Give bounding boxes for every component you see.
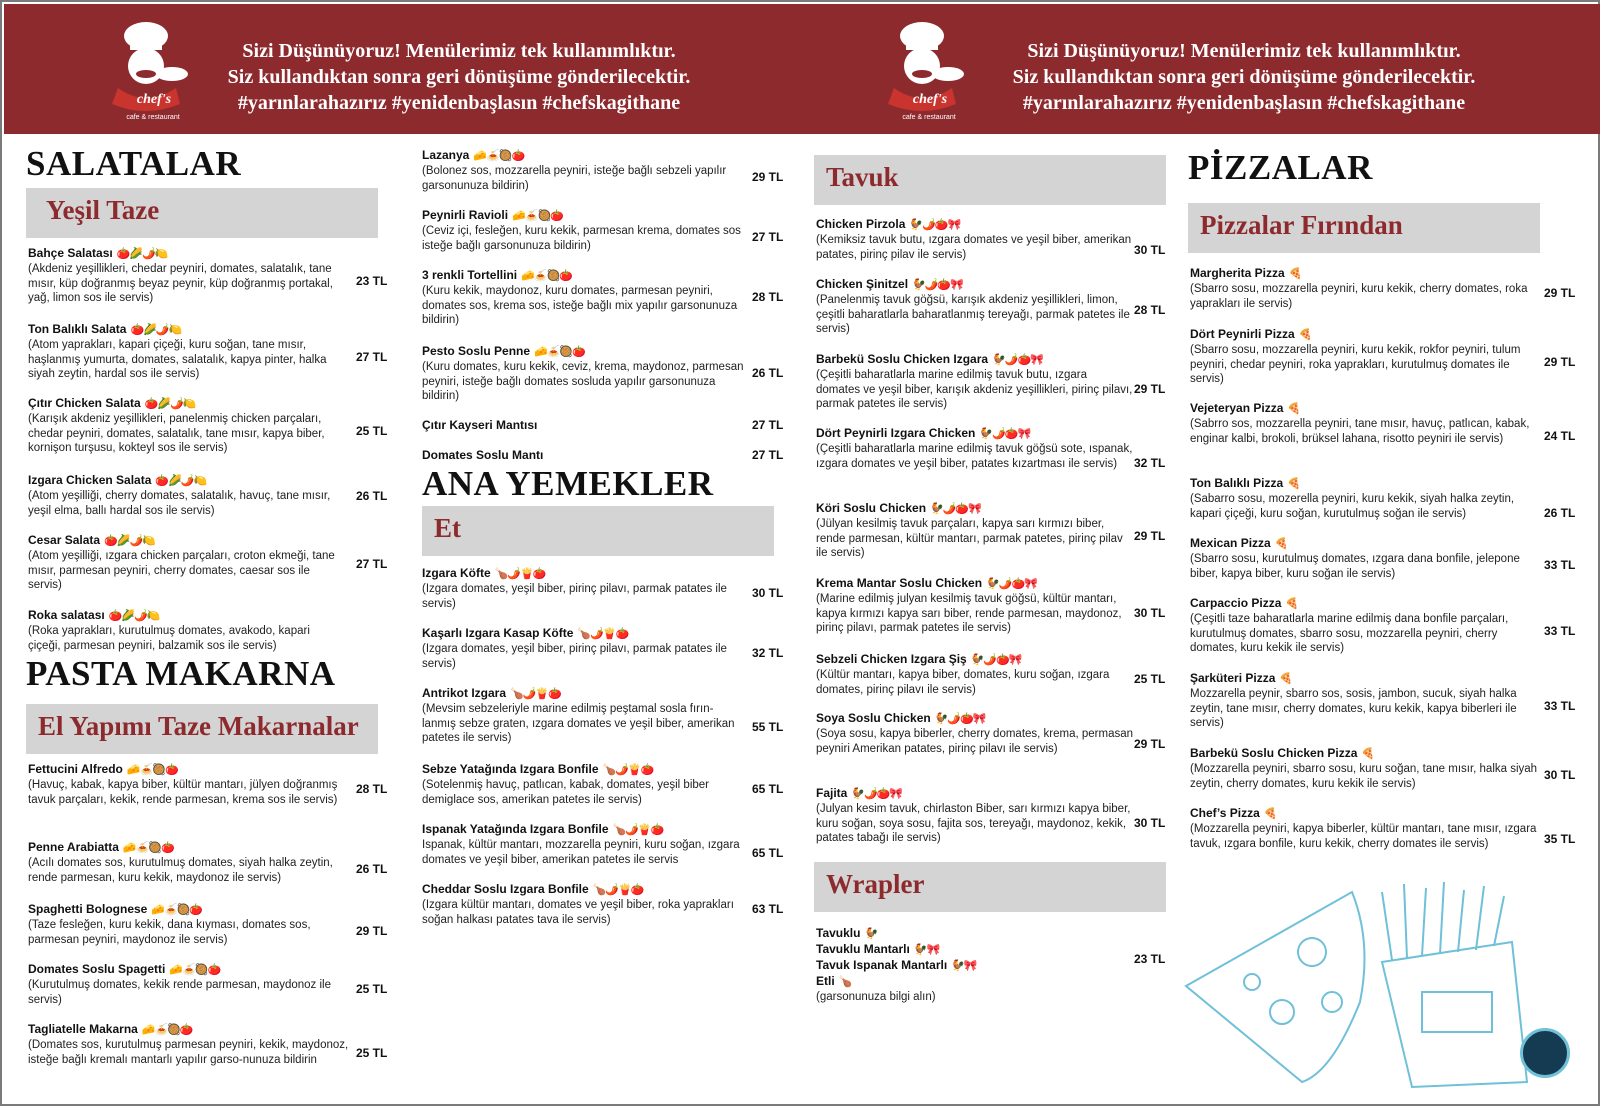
item-name: 3 renkli Tortellini 🧀🍝🥘🍅	[422, 268, 572, 282]
section-title-salatalar: SALATALAR	[26, 144, 242, 183]
item-price: 24 TL	[1544, 429, 1576, 443]
menu-item	[816, 652, 1134, 697]
item-description: (Bolonez sos, mozzarella peyniri, isteğe bağlı sebzeli yapılır garsonunuza bildirin)	[422, 165, 727, 192]
item-price: 33 TL	[1544, 558, 1576, 572]
item-price: 63 TL	[752, 902, 784, 916]
item-name: Pesto Soslu Penne 🧀🍝🥘🍅	[422, 344, 585, 358]
item-price: 23 TL	[356, 274, 388, 288]
menu-item	[422, 208, 746, 253]
item-name: Penne Arabiatta 🧀🍝🥘🍅	[28, 840, 174, 854]
item-description: (Jülyan kesilmiş tavuk parçaları, kapya sarı kırmızı biber, rende parmesan, kültür mantarı, parmak patetes, pirinç pilav ile servis)	[816, 518, 1123, 560]
item-price: 30 TL	[752, 586, 784, 600]
item-name: Domates Soslu Mantı	[422, 448, 544, 462]
ingredient-icons: 🐓🌶️🍅🎀	[992, 354, 1043, 366]
menu-item	[816, 711, 1134, 756]
item-description: (Karışık akdeniz yeşillikleri, panelenmiş chicken parçaları, chedar peyniri, domates, salatalık, tane mısır, kapya biber, kornişon turşusu, kokteyl sos ile servis)	[28, 413, 325, 455]
item-name: Dört Peynirli Izgara Chicken 🐓🌶️🍅🎀	[816, 426, 1031, 440]
item-name: Chef’s Pizza 🍕	[1190, 806, 1277, 820]
item-price: 33 TL	[1544, 699, 1576, 713]
item-description: Mozzarella peynir, sbarro sos, sosis, jambon, sucuk, siyah halka zeytin, tane mısır, cherry domates, kuru kekik, kapya biberleri ile servis)	[1190, 688, 1517, 730]
ingredient-icons: 🍗🌶️🍟🍅	[577, 628, 629, 640]
item-description: (Atom yeşilliği, ızgara chicken parçaları, croton ekmeği, tane mısır, parmesan peyniri, cherry domates, caesar sos ile servis)	[28, 550, 335, 592]
menu-item	[1190, 746, 1538, 791]
item-description: (Julyan kesim tavuk, chirlaston Biber, sarı kırmızı kapya biber, kuru soğan, soya sosu, fajita sos, tereyağı, maydonoz, kekik, patates tabağı ile servis)	[816, 803, 1131, 845]
header-message-right: Sizi Düşünüyoruz! Menülerimiz tek kullanımlıktır. Siz kullandıktan sonra geri dönüşüme gönderilecektir. #yarınlarahazırız #yenidenbaşlasın #chefskagithane	[1012, 40, 1476, 114]
menu-item	[816, 786, 1134, 846]
item-name: Krema Mantar Soslu Chicken 🐓🌶️🍅🎀	[816, 576, 1037, 590]
item-price: 35 TL	[1544, 832, 1576, 846]
item-price: 30 TL	[1134, 243, 1166, 257]
subsection-yesil-taze: Yeşil Taze	[26, 188, 378, 238]
header-message-left: Sizi Düşünüyoruz! Menülerimiz tek kullanımlıktır. Siz kullandıktan sonra geri dönüşüme gönderilecektir. #yarınlarahazırız #yenidenbaşlasın #chefskagithane	[227, 40, 691, 114]
subsection-wrapler: Wrapler	[814, 862, 1166, 912]
wrap-option: Tavuklu Mantarlı 🐓🎀	[816, 942, 940, 956]
menu-item	[1190, 266, 1538, 311]
item-description: (Kültür mantarı, kapya biber, domates, kuru soğan, ızgara domates, pirinç pilavı ile servis)	[816, 669, 1110, 696]
ingredient-icons: 🍕	[1287, 478, 1300, 490]
item-description: (Sbarro sosu, kurutulmuş domates, ızgara dana bonfile, jelepone biber, kapya biber, kuru soğan ile servis)	[1190, 553, 1520, 580]
menu-item	[422, 448, 746, 463]
logo-sub: cafe & restaurant	[902, 114, 956, 121]
menu-item	[816, 426, 1134, 471]
ingredient-icons: 🐓🌶️🍅🎀	[909, 219, 961, 231]
menu-item	[816, 277, 1134, 337]
item-name: Domates Soslu Spagetti 🧀🍝🥘🍅	[28, 962, 221, 976]
ingredient-icons: 🐓🎀	[913, 944, 940, 956]
item-description: (Izgara domates, yeşil biber, pirinç pilavı, parmak patates ile servis)	[422, 583, 727, 610]
item-price: 33 TL	[1544, 624, 1576, 638]
item-description: (Havuç, kabak, kapya biber, kültür mantarı, jülyen doğranmış tavuk parçaları, kekik, rende parmesan, krema sos ile servis)	[28, 779, 338, 806]
ingredient-icons: 🍕	[1263, 808, 1277, 820]
item-name: Ton Balıklı Salata 🍅🌽🌶️🍋	[28, 322, 182, 336]
ingredient-icons: 🐓🌶️🍅🎀	[979, 428, 1031, 440]
item-description: Ispanak, kültür mantarı, mozzarella peyniri, kuru soğan, ızgara domates ve yeşil biber, amerikan patetes ile servis	[422, 839, 740, 866]
subsection-et: Et	[422, 506, 774, 556]
menu-item	[422, 344, 746, 404]
ingredient-icons: 🐓	[864, 928, 878, 940]
item-price: 30 TL	[1544, 768, 1576, 782]
item-price: 29 TL	[752, 170, 784, 184]
wrap-price: 23 TL	[1134, 952, 1166, 966]
item-description: (Panelenmiş tavuk göğsü, karışık akdeniz yeşillikleri, limon, çeşitli baharatlarla baharatlanmış tereyağı, parmak patetes ile servis)	[816, 294, 1130, 336]
menu-item	[816, 576, 1134, 636]
item-description: (Marine edilmiş julyan kesilmiş tavuk göğsü, kültür mantarı, kapya kırmızı kapya sarı biber, rende parmesan, maydonoz, pirinç pilavı, parmak patetes ile servis)	[816, 593, 1122, 635]
wrap-option: Tavuk Ispanak Mantarlı 🐓🎀	[816, 958, 977, 972]
item-description: (Atom yeşilliği, cherry domates, salatalık, havuç, tane mısır, yeşil elma, ballı hardal sos ile servis)	[28, 490, 331, 517]
menu-item	[28, 533, 344, 593]
menu-item	[28, 902, 354, 947]
item-description: (Akdeniz yeşillikleri, chedar peyniri, domates, salatalık, tane mısır, küp doğranmış beyaz peynir, küp doğranmış portakal, yağ, limon sos ile servis)	[28, 263, 333, 305]
item-name: Vejeteryan Pizza 🍕	[1190, 401, 1301, 415]
menu-item	[1190, 536, 1538, 581]
item-name: Izgara Köfte 🍗🌶️🍟🍅	[422, 566, 546, 580]
ingredient-icons: 🍗🌶️🍟🍅	[510, 688, 561, 700]
wrap-item	[816, 926, 1116, 1005]
ingredient-icons: 🍅🌽🌶️🍋	[130, 324, 182, 336]
item-price: 65 TL	[752, 782, 784, 796]
menu-item	[422, 882, 746, 927]
item-description: (Izgara domates, yeşil biber, pirinç pilavı, parmak patates ile servis)	[422, 643, 727, 670]
item-description: (Soya sosu, kapya biberler, cherry domates, krema, permasan peyniri Amerikan patates, pirinç pilavı ile servis)	[816, 728, 1134, 755]
item-description: (Kuru domates, kuru kekik, ceviz, krema, maydonoz, parmesan peyniri, isteğe bağlı domates sosluda yapılır garsonunuza bildirin)	[422, 361, 744, 403]
item-name: Sebze Yatağında Izgara Bonfile 🍗🌶️🍟🍅	[422, 762, 654, 776]
item-name: Cheddar Soslu Izgara Bonfile 🍗🌶️🍟🍅	[422, 882, 644, 896]
item-description: (Ceviz içi, fesleğen, kuru kekik, parmesan krema, domates sos isteğe bağlı garsonunuza bildirin)	[422, 225, 741, 252]
menu-item	[28, 762, 354, 807]
wrap-note: (garsonunuza bilgi alın)	[816, 991, 936, 1003]
item-name: Barbekü Soslu Chicken Pizza 🍕	[1190, 746, 1375, 760]
ingredient-icons: 🍕	[1279, 673, 1293, 685]
ingredient-icons: 🧀🍝🥘🍅	[151, 904, 203, 916]
ingredient-icons: 🐓🌶️🍅🎀	[930, 503, 981, 515]
item-name: Kaşarlı Izgara Kasap Köfte 🍗🌶️🍟🍅	[422, 626, 629, 640]
section-title-pasta: PASTA MAKARNA	[26, 654, 336, 693]
menu-item	[422, 762, 746, 807]
ingredient-icons: 🐓🌶️🍅🎀	[986, 578, 1037, 590]
item-name: Cesar Salata 🍅🌽🌶️🍋	[28, 533, 155, 547]
item-price: 30 TL	[1134, 606, 1166, 620]
item-description: (Domates sos, kurutulmuş parmesan peyniri, kekik, maydonoz, isteğe bağlı kremalı mantarlı yapılır garso-nunuza bildirin	[28, 1039, 349, 1066]
subsection-pizzalar-firindan: Pizzalar Fırından	[1188, 203, 1540, 253]
menu-item	[422, 822, 746, 867]
item-description: (Sotelenmiş havuç, patlıcan, kabak, domates, yeşil biber demiglace sos, amerikan patetes ile servis)	[422, 779, 710, 806]
item-description: (Izgara kültür mantarı, domates ve yeşil biber, roka yaprakları soğan halkası patates tava ile servis)	[422, 899, 734, 926]
item-description: (Sbarro sosu, mozzarella peyniri, kuru kekik, rokfor peyniri, tulum peyniri, chedar peyniri, roka yaprakları, kurutulmuş domates ile servis)	[1190, 344, 1521, 386]
ingredient-icons: 🍕	[1361, 748, 1375, 760]
ingredient-icons: 🍅🌽🌶️🍋	[108, 610, 160, 622]
item-price: 32 TL	[752, 646, 784, 660]
menu-item	[28, 473, 344, 518]
menu-item	[422, 268, 746, 328]
ingredient-icons: 🐓🌶️🍅🎀	[934, 713, 986, 725]
item-description: (Acılı domates sos, kurutulmuş domates, siyah halka zeytin, rende parmesan, kuru kekik, maydonoz ile servis)	[28, 857, 333, 884]
menu-item	[422, 626, 746, 671]
logo-sub: cafe & restaurant	[126, 114, 180, 121]
item-price: 30 TL	[1134, 816, 1166, 830]
ingredient-icons: 🍗🌶️🍟🍅	[592, 884, 644, 896]
item-description: (Roka yaprakları, kurutulmuş domates, avakodo, kapari çiçeği, parmesan peyniri, balzamik sos ile servis)	[28, 625, 310, 652]
ingredient-icons: 🐓🌶️🍅🎀	[970, 654, 1022, 666]
menu-item	[816, 501, 1134, 561]
menu-item	[1190, 806, 1538, 851]
ingredient-icons: 🐓🌶️🍅🎀	[912, 279, 963, 291]
section-title-pizzalar: PİZZALAR	[1188, 148, 1373, 187]
item-description: (Sabarro sosu, mozerella peyniri, kuru kekik, siyah halka zeytin, kapari çiçeği, kuru soğan, kurutulmuş soğan ile servis)	[1190, 493, 1515, 520]
header-band-left	[4, 4, 794, 134]
item-price: 27 TL	[356, 557, 388, 571]
menu-item	[28, 246, 344, 306]
ingredient-icons: 🍅🌽🌶️🍋	[116, 248, 168, 260]
item-price: 28 TL	[752, 290, 784, 304]
menu-item	[28, 396, 344, 456]
item-name: Ton Balıklı Pizza 🍕	[1190, 476, 1300, 490]
item-name: Antrikot Izgara 🍗🌶️🍟🍅	[422, 686, 561, 700]
item-name: Dört Peynirli Pizza 🍕	[1190, 327, 1312, 341]
item-price: 25 TL	[356, 424, 388, 438]
item-price: 26 TL	[356, 489, 388, 503]
ingredient-icons: 🧀🍝🥘🍅	[521, 270, 572, 282]
menu-item	[28, 962, 354, 1007]
menu-item	[1190, 671, 1538, 731]
item-price: 25 TL	[356, 1046, 388, 1060]
menu-item	[422, 566, 746, 611]
item-price: 55 TL	[752, 720, 784, 734]
item-description: (Atom yaprakları, kapari çiçeği, kuru soğan, tane mısır, haşlanmış yumurta, domates, salatalık, kapya pinter, halka siyah zeytin, hardal sos ile servis)	[28, 339, 327, 381]
item-description: (Mozzarella peyniri, sbarro sosu, kuru soğan, tane mısır, halka siyah zeytin, cherry domates, kuru kekik ile servis)	[1190, 763, 1538, 790]
item-description: (Çeşitli taze baharatlarla marine edilmiş dana bonfile parçaları, kurutulmuş domates, sbarro sosu, mozzarella peyniri, cherry domates, kuru kekik ile servis)	[1190, 613, 1509, 655]
item-price: 29 TL	[1544, 355, 1576, 369]
item-description: (Sbarro sosu, mozzarella peyniri, kuru kekik, cherry domates, roka yaprakları ile servis)	[1190, 283, 1528, 310]
item-price: 26 TL	[1544, 506, 1576, 520]
brand-badge-icon	[1520, 1028, 1570, 1078]
item-name: Lazanya 🧀🍝🥘🍅	[422, 148, 525, 162]
logo-name: chef's	[912, 92, 948, 107]
ingredient-icons: 🧀🍝🥘🍅	[122, 842, 174, 854]
item-price: 65 TL	[752, 846, 784, 860]
item-description: (Taze fesleğen, kuru kekik, dana kıyması, domates sos, parmesan peyniri, maydonoz ile servis)	[28, 919, 311, 946]
item-description: (Mevsim sebzeleriyle marine edilmiş peştamal sosla fırın-lanmış sebze graten, ızgara domates ve yeşil biber, amerikan patetes ile servis)	[422, 703, 735, 745]
menu-item	[422, 686, 746, 746]
chef-logo-icon	[876, 18, 968, 128]
subsection-el-yapimi: El Yapımı Taze Makarnalar	[26, 704, 378, 754]
menu-item	[422, 418, 746, 433]
item-price: 29 TL	[1134, 529, 1166, 543]
item-description: (Kemiksiz tavuk butu, ızgara domates ve yeşil biber, amerikan patates, pirinç pilav ile servis)	[816, 234, 1132, 261]
item-name: Çıtır Chicken Salata 🍅🌽🌶️🍋	[28, 396, 196, 410]
item-price: 27 TL	[752, 418, 784, 432]
ingredient-icons: 🍅🌽🌶️🍋	[144, 398, 196, 410]
item-description: (Çeşitli baharatlarla marine edilmiş tavuk butu, ızgara domates ve yeşil biber, karışık akdeniz yeşillikleri, pirinç pilavı, parmak patetes ile servis)	[816, 369, 1133, 411]
item-price: 32 TL	[1134, 456, 1166, 470]
item-price: 29 TL	[1134, 737, 1166, 751]
item-name: Bahçe Salatası 🍅🌽🌶️🍋	[28, 246, 168, 260]
menu-item	[1190, 596, 1538, 656]
ingredient-icons: 🍗🌶️🍟🍅	[612, 824, 664, 836]
header-band-right	[794, 4, 1600, 134]
item-name: Fettucini Alfredo 🧀🍝🥘🍅	[28, 762, 178, 776]
ingredient-icons: 🍕	[1285, 598, 1299, 610]
item-name: Barbekü Soslu Chicken Izgara 🐓🌶️🍅🎀	[816, 352, 1043, 366]
ingredient-icons: 🐓🎀	[951, 960, 977, 972]
ingredient-icons: 🍕	[1298, 329, 1312, 341]
item-name: Peynirli Ravioli 🧀🍝🥘🍅	[422, 208, 563, 222]
ingredient-icons: 🧀🍝🥘🍅	[534, 346, 585, 358]
pizza-fries-sketch-icon	[1182, 882, 1542, 1092]
section-title-ana-yemekler: ANA YEMEKLER	[422, 464, 714, 503]
item-name: Mexican Pizza 🍕	[1190, 536, 1288, 550]
ingredient-icons: 🍅🌽🌶️🍋	[104, 535, 155, 547]
ingredient-icons: 🍕	[1288, 268, 1302, 280]
item-name: Şarküteri Pizza 🍕	[1190, 671, 1293, 685]
menu-item	[28, 1022, 354, 1067]
item-price: 28 TL	[356, 782, 388, 796]
item-name: Sebzeli Chicken Izgara Şiş 🐓🌶️🍅🎀	[816, 652, 1022, 666]
item-name: Spaghetti Bolognese 🧀🍝🥘🍅	[28, 902, 203, 916]
subsection-tavuk: Tavuk	[814, 155, 1166, 205]
item-name: Chicken Şinitzel 🐓🌶️🍅🎀	[816, 277, 963, 291]
item-description: (Kuru kekik, maydonoz, kuru domates, parmesan peyniri, domates sos, krema sos, isteğe bağlı mix yapılır garsonunuza bildirin)	[422, 285, 738, 327]
ingredient-icons: 🍗🌶️🍟🍅	[494, 568, 546, 580]
menu-item	[422, 148, 746, 193]
item-name: Ispanak Yatağında Izgara Bonfile 🍗🌶️🍟🍅	[422, 822, 664, 836]
ingredient-icons: 🧀🍝🥘🍅	[473, 150, 525, 162]
wrap-option: Etli 🍗	[816, 974, 852, 988]
item-price: 25 TL	[1134, 672, 1166, 686]
menu-item	[28, 322, 344, 382]
item-price: 27 TL	[356, 350, 388, 364]
menu-item	[816, 217, 1134, 262]
item-name: Soya Soslu Chicken 🐓🌶️🍅🎀	[816, 711, 986, 725]
wrap-option: Tavuklu 🐓	[816, 926, 878, 940]
ingredient-icons: 🧀🍝🥘🍅	[512, 210, 563, 222]
menu-item	[28, 608, 344, 653]
menu-item	[28, 840, 354, 885]
item-name: Fajita 🐓🌶️🍅🎀	[816, 786, 903, 800]
ingredient-icons: 🍕	[1287, 403, 1301, 415]
ingredient-icons: 🐓🌶️🍅🎀	[851, 788, 903, 800]
item-description: (Sabrro sos, mozzarella peyniri, tane mısır, havuç, patlıcan, kabak, enginar kalbi, brokoli, brüksel lahana, risotto peyniri ile servis)	[1190, 418, 1530, 445]
item-price: 27 TL	[752, 448, 784, 462]
item-description: (Mozzarella peyniri, kapya biberler, kültür mantarı, tane mısır, ızgara tavuk, ızgara bonfile, kuru kekik, cherry domates ile servis)	[1190, 823, 1537, 850]
item-name: Carpaccio Pizza 🍕	[1190, 596, 1299, 610]
ingredient-icons: 🍕	[1274, 538, 1288, 550]
item-price: 25 TL	[356, 982, 388, 996]
item-description: (Çeşitli baharatlarla marine edilmiş tavuk göğsü sote, ıspanak, ızgara domates ve yeşil biber, patates kızartması ile servis)	[816, 443, 1133, 470]
ingredient-icons: 🍅🌽🌶️🍋	[155, 475, 207, 487]
item-price: 29 TL	[356, 924, 388, 938]
item-name: Margherita Pizza 🍕	[1190, 266, 1302, 280]
item-name: Roka salatası 🍅🌽🌶️🍋	[28, 608, 160, 622]
item-name: Tagliatelle Makarna 🧀🍝🥘🍅	[28, 1022, 193, 1036]
item-name: Köri Soslu Chicken 🐓🌶️🍅🎀	[816, 501, 981, 515]
item-price: 28 TL	[1134, 303, 1166, 317]
item-price: 27 TL	[752, 230, 784, 244]
ingredient-icons: 🍗	[838, 976, 852, 988]
menu-item	[1190, 476, 1538, 521]
menu-item	[816, 352, 1134, 412]
ingredient-icons: 🧀🍝🥘🍅	[141, 1024, 193, 1036]
item-name: Çıtır Kayseri Mantısı	[422, 418, 538, 432]
item-description: (Kurutulmuş domates, kekik rende parmesan, maydonoz ile servis)	[28, 979, 331, 1006]
item-name: Chicken Pirzola 🐓🌶️🍅🎀	[816, 217, 961, 231]
logo-name: chef's	[136, 92, 172, 107]
ingredient-icons: 🧀🍝🥘🍅	[169, 964, 221, 976]
menu-item	[1190, 327, 1538, 387]
item-price: 26 TL	[356, 862, 388, 876]
chef-logo-icon	[100, 18, 192, 128]
ingredient-icons: 🧀🍝🥘🍅	[126, 764, 178, 776]
ingredient-icons: 🍗🌶️🍟🍅	[602, 764, 654, 776]
menu-item	[1190, 401, 1538, 446]
item-price: 26 TL	[752, 366, 784, 380]
item-price: 29 TL	[1544, 286, 1576, 300]
item-name: Izgara Chicken Salata 🍅🌽🌶️🍋	[28, 473, 207, 487]
item-price: 29 TL	[1134, 382, 1166, 396]
